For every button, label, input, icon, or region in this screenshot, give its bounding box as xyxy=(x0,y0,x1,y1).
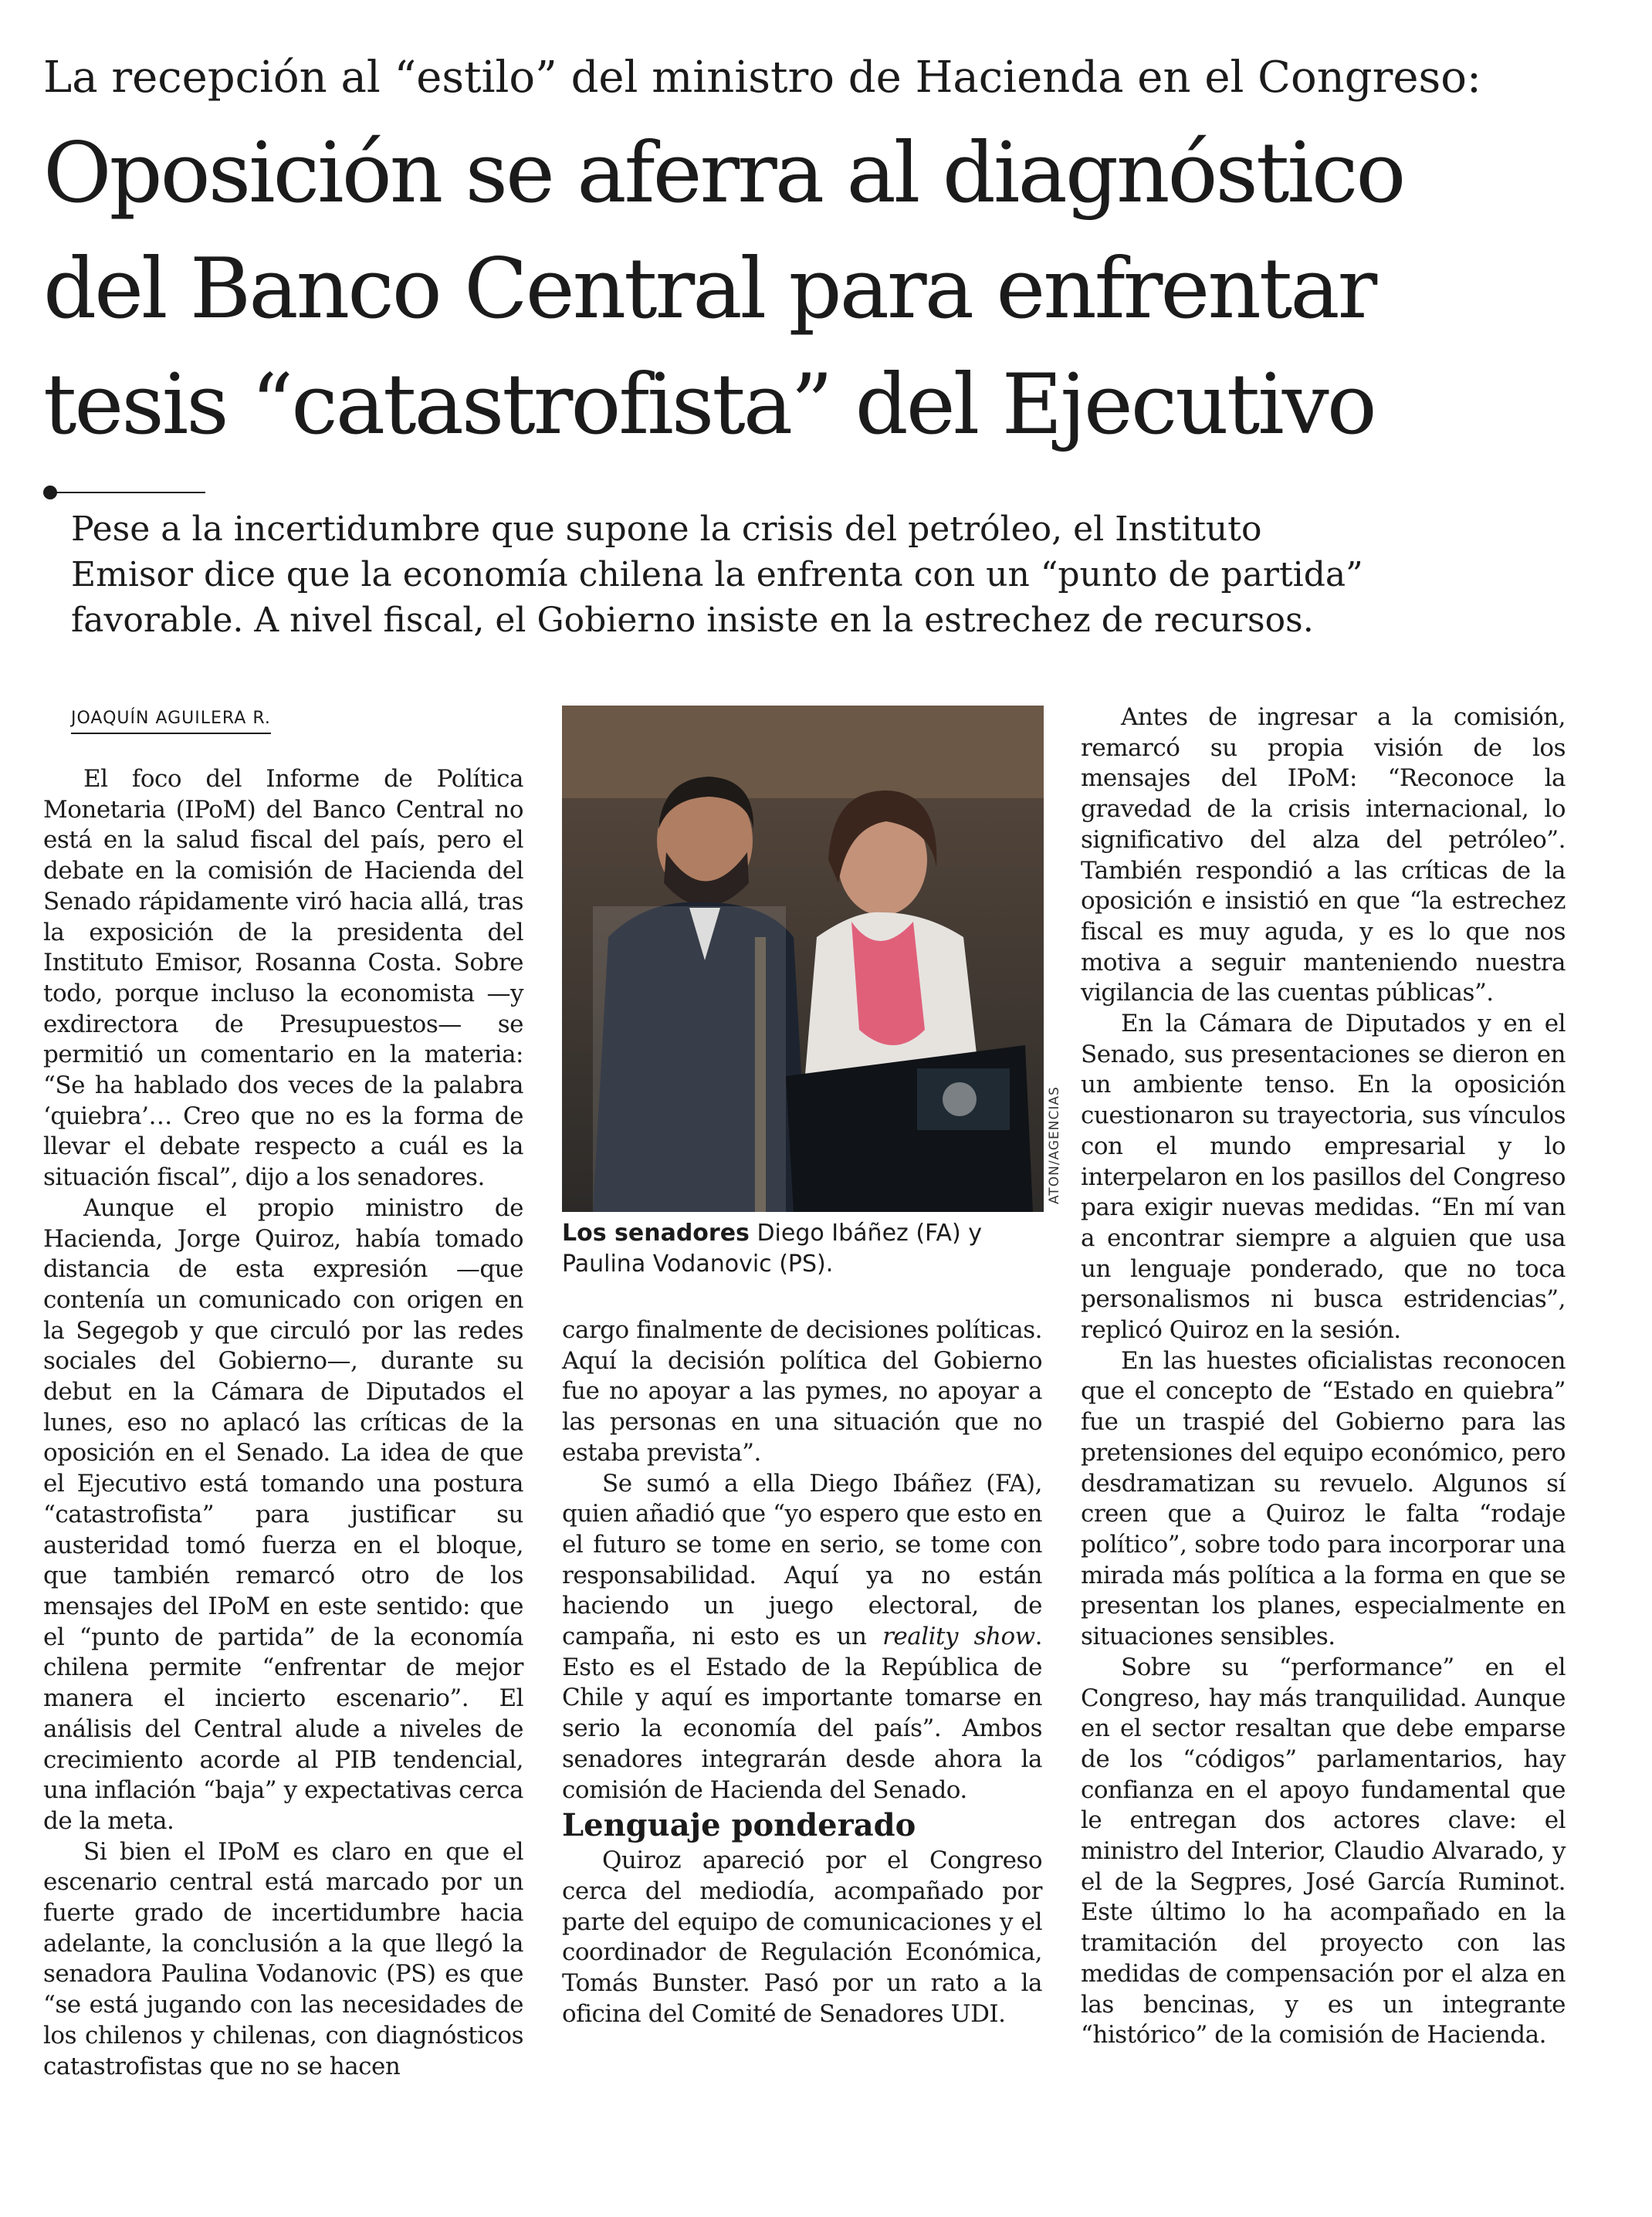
body-text: . Esto es el Estado de la República de Chile y aquí es importante tomarse en serio la economía del país”. Ambos senadores integrarán desde ahora la comisión de Hacienda del Senado. xyxy=(562,1623,1043,1804)
body-text: Se sumó a ella Diego Ibáñez (FA), quien añadió que “yo espero que esto en el futuro se tome en serio, se tome con responsabilidad. Aquí ya no están haciendo un juego electoral, de campaña, ni esto es un xyxy=(562,1469,1042,1651)
kicker: La recepción al “estilo” del ministro de Hacienda en el Congreso: xyxy=(43,52,1481,103)
deck-rule-line xyxy=(51,492,205,493)
photo xyxy=(562,706,1044,1212)
headline xyxy=(43,116,1626,463)
body-paragraph: Antes de ingresar a la comisión, remarcó su propia visión de los mensajes del IPoM: “Reconoce la gravedad de la crisis internacional, lo significativo del alza del petróleo”. También respondió a las críticas de la oposición e insistió en que “la estrechez fiscal es muy aguda, y es lo que nos motiva a seguir manteniendo nuestra vigilancia de las cuentas públicas”. xyxy=(1081,703,1566,1007)
headline-line: del Banco Central para enfrentar xyxy=(43,241,1376,337)
column-3 xyxy=(1081,702,1566,2051)
photo-credit: ATON/AGENCIAS xyxy=(1047,1086,1062,1204)
body-paragraph: En las huestes oficialistas reconocen que el concepto de “Estado en quiebra” fue un traspié del Gobierno para las pretensiones del equipo económico, pero desdramatizan su revuelo. Algunos sí creen que a Quiroz le falta “rodaje político”, sobre todo para incorporar una mirada más política a la forma en que se presentan los planes, especialmente en situaciones sensibles. xyxy=(1081,1346,1566,1651)
body-paragraph xyxy=(562,1469,1042,1806)
deck-line: Emisor dice que la economía chilena la enfrenta con un “punto de partida” xyxy=(71,555,1363,594)
body-paragraph: El foco del Informe de Política Monetaria (IPoM) del Banco Central no está en la salud fiscal del país, pero el debate en la comisión de Hacienda del Senado rápidamente viró hacia allá, tras la exposición de la presidenta del Instituto Emisor, Rosanna Costa. Sobre todo, porque incluso la economista —y exdirectora de Presupuestos— se permitió un comentario en la materia: “Se ha hablado dos veces de la palabra ‘quiebra’… Creo que no es la forma de llevar el debate respecto a cuál es la situación fiscal”, dijo a los senadores. xyxy=(43,765,523,1192)
caption-lead: Los senadores xyxy=(562,1220,750,1247)
body-paragraph: En la Cámara de Diputados y en el Senado, sus presentaciones se dieron en un ambiente tenso. En la oposición cuestionaron su trayectoria, sus vínculos con el mundo empresarial y lo interpelaron en los pasillos del Congreso para exigir nuevas medidas. “En mí van a encontrar siempre a alguien que usa un lenguaje ponderado, que no toca personalismos ni busca estridencias”, replicó Quiroz en la sesión. xyxy=(1081,1010,1566,1345)
body-italic: reality show xyxy=(882,1623,1035,1651)
body-paragraph: Si bien el IPoM es claro en que el escenario central está marcado por un fuerte grado de incertidumbre hacia adelante, la conclusión a la que llegó la senadora Paulina Vodanovic (PS) es que “se está jugando con las necesidades de los chilenos y chilenas, con diagnósticos catastrofistas que no se hacen xyxy=(43,1837,523,2080)
body-paragraph: Aunque el propio ministro de Hacienda, Jorge Quiroz, había tomado distancia de esta expresión —que contenía un comunicado con origen en la Segegob y que circuló por las redes sociales del Gobierno—, durante su debut en la Cámara de Diputados el lunes, eso no aplacó las críticas de la oposición en el Senado. La idea de que el Ejecutivo está tomando una postura “catastrofista” para justificar su austeridad tomó fuerza en el bloque, que también remarcó otro de los mensajes del IPoM en este sentido: que el “punto de partida” de la economía chilena permite “enfrentar de mejor manera el incierto escenario”. El análisis del Central alude a niveles de crecimiento acorde al PIB tendencial, una inflación “baja” y expectativas cerca de la meta. xyxy=(43,1193,523,1835)
body-paragraph: Quiroz apareció por el Congreso cerca del mediodía, acompañado por parte del equipo de comunicaciones y el coordinador de Regulación Económica, Tomás Bunster. Pasó por un rato a la oficina del Comité de Senadores UDI. xyxy=(562,1846,1042,2028)
caption-text: Diego Ibáñez (FA) y Paulina Vodanovic (PS). xyxy=(562,1220,983,1278)
headline-line: tesis “catastrofista” del Ejecutivo xyxy=(43,357,1375,453)
body-paragraph-continued: cargo finalmente de decisiones políticas. Aquí la decisión política del Gobierno fue no apoyar a las pymes, no apoyar a las personas en una situación que no estaba prevista”. xyxy=(562,1316,1042,1467)
column-1 xyxy=(43,764,523,2082)
byline: JOAQUÍN AGUILERA R. xyxy=(71,709,271,734)
deck-line: Pese a la incertidumbre que supone la crisis del petróleo, el Instituto xyxy=(71,509,1262,549)
body-paragraph: Sobre su “performance” en el Congreso, hay más tranquilidad. Aunque en el sector resaltan que debe emparse de los “códigos” parlamentarios, hay confianza en el apoyo fundamental que le entregan dos actores clave: el ministro del Interior, Claudio Alvarado, y el de la Segpres, José García Ruminot. Este último lo ha acompañado en la tramitación del proyecto con las medidas de compensación por el alza en las bencinas, y es un integrante “histórico” de la comisión de Hacienda. xyxy=(1081,1653,1566,2049)
photo-illustration xyxy=(562,706,1044,1212)
column-2 xyxy=(562,1315,1042,2029)
subhead: Lenguaje ponderado xyxy=(562,1807,916,1844)
headline-line: Oposición se aferra al diagnóstico xyxy=(43,125,1404,222)
deck xyxy=(71,506,1615,643)
photo-caption xyxy=(562,1218,1044,1280)
deck-line: favorable. A nivel fiscal, el Gobierno insiste en la estrechez de recursos. xyxy=(71,601,1314,640)
